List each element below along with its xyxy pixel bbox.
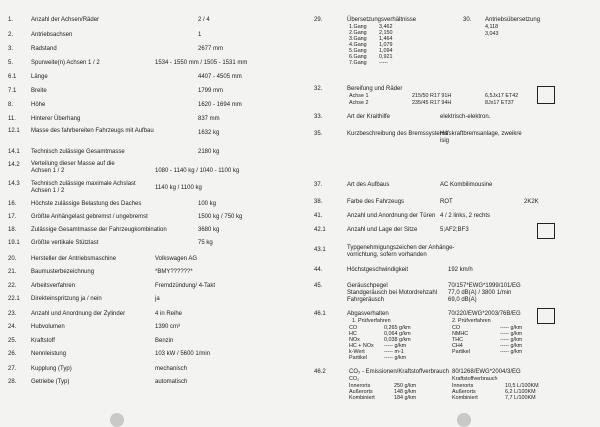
row-3-number: 3.	[8, 46, 14, 52]
gear-ratio: 3,462	[379, 24, 393, 30]
row-35-number: 35.	[314, 131, 323, 137]
row-5-number: 5.	[8, 60, 14, 66]
emission-value: ----- g/km	[384, 343, 407, 349]
row-29-label: Übersetzungsverhältnisse	[347, 17, 417, 23]
emission-value: ----- g/km	[500, 331, 523, 337]
fuel-row-value: 10,5 L/100KM	[505, 383, 539, 389]
row-14-3-label: Technisch zulässige maximale Achslast	[31, 181, 136, 187]
row-17-label: Größte Anhängelast gebremst / ungebremst	[31, 214, 148, 220]
checkbox-emissions	[537, 308, 555, 324]
row-24-value: 1390 cm³	[155, 324, 181, 330]
axle-2-tyre: 235/45 R17 94H	[412, 100, 452, 106]
row-22-1-label: Direkteinspritzung ja / nein	[31, 296, 102, 302]
gear-name: 1.Gang	[349, 24, 367, 30]
fuel-row-name: Kombiniert	[452, 395, 478, 401]
gear-ratio: -----	[379, 60, 388, 66]
row-38-number: 38.	[314, 199, 323, 205]
emission-value: ----- g/km	[500, 349, 523, 355]
row-45-number: 45.	[314, 283, 323, 289]
row-42-1-value: 5;AF2;BF3	[440, 227, 469, 233]
row-45-driving-value: 69,0 dB(A)	[448, 297, 477, 303]
axle-2-name: Achse 2	[349, 100, 369, 106]
row-6-1-value: 4407 - 4505 mm	[198, 74, 242, 80]
fuel-row-name: Außerorts	[452, 389, 476, 395]
row-42-1-label: Anzahl und Lage der Sitze	[347, 227, 418, 233]
row-14-1-label: Technisch zulässige Gesamtmasse	[31, 149, 125, 155]
row-2-label: Antriebsachsen	[31, 32, 73, 38]
emission-value: ----- g/km	[384, 355, 407, 361]
row-12-1-label: Masse des fahrbereiten Fahrzeugs mit Aufbau	[31, 128, 154, 134]
row-7-1-number: 7.1	[8, 88, 17, 94]
emission-value: 0,064 g/km	[384, 331, 411, 337]
emission-name: NOx	[349, 337, 360, 343]
row-37-value: AC Kombilimousine	[440, 182, 493, 188]
row-5-value: 1534 - 1550 mm / 1505 - 1531 mm	[155, 60, 248, 66]
emission-value: ----- m-1	[384, 349, 404, 355]
row-7-1-label: Breite	[31, 88, 47, 94]
fuel-row-name: Innerorts	[452, 383, 474, 389]
row-44-number: 44.	[314, 267, 323, 273]
row-14-2-number: 14.2	[8, 162, 20, 168]
fuel-row-value: 7,7 L/100KM	[505, 395, 536, 401]
row-25-label: Kraftstoff	[31, 338, 55, 344]
row-3-value: 2677 mm	[198, 46, 224, 52]
row-18-label: Zulässige Gesamtmasse der Fahrzeugkombination	[31, 227, 167, 233]
row-30-value-1: 4,118	[485, 24, 499, 30]
row-20-label: Hersteller der Antriebsmaschine	[31, 256, 117, 262]
co2-row-value: 184 g/km	[394, 395, 417, 401]
row-23-value: 4 in Reihe	[155, 311, 183, 317]
row-21-number: 21.	[8, 269, 17, 275]
row-43-1-number: 43.1	[314, 247, 326, 253]
row-28-label: Getriebe (Typ)	[31, 379, 70, 385]
row-27-label: Kupplung (Typ)	[31, 366, 72, 372]
row-7-1-value: 1799 mm	[198, 88, 224, 94]
co2-row-name: Außerorts	[349, 389, 373, 395]
row-8-value: 1620 - 1694 mm	[198, 102, 242, 108]
axle-1-name: Achse 1	[349, 93, 369, 99]
emission-name: THC	[452, 337, 464, 343]
row-35-label: Kurzbeschreibung des Bremssystems	[347, 131, 448, 137]
punch-hole-mark	[457, 413, 471, 427]
row-33-value: elektrisch-elektron.	[440, 114, 491, 120]
row-38-value: ROT	[440, 199, 453, 205]
row-28-value: automatisch	[155, 379, 188, 385]
row-8-label: Höhe	[31, 102, 46, 108]
row-18-value: 3680 kg	[198, 227, 220, 233]
row-11-number: 11.	[8, 116, 16, 122]
row-11-label: Hinterer Überhang	[31, 116, 81, 122]
row-30-number: 30.	[463, 17, 472, 23]
gear-name: 4.Gang	[349, 42, 367, 48]
row-30-value-2: 3,043	[485, 31, 499, 37]
row-14-3-value: 1140 kg / 1100 kg	[155, 185, 202, 191]
row-16-value: 100 kg	[198, 201, 217, 207]
row-35-value: Hilfskraftbremsanlage, zweikre	[440, 131, 522, 137]
row-14-3-number: 14.3	[8, 181, 20, 187]
emission-name: HC	[349, 331, 357, 337]
row-46-1-regulation: 70/220/EWG*2003/76B/EG	[448, 311, 521, 317]
row-14-1-value: 2180 kg	[198, 149, 220, 155]
emission-value: 0,265 g/km	[384, 325, 411, 331]
row-45-label-driving: Fahrgeräusch	[347, 297, 385, 303]
row-1-label: Anzahl der Achsen/Räder	[31, 17, 100, 23]
row-38-label: Farbe des Fahrzeugs	[347, 199, 405, 205]
emission-name: CO	[349, 325, 358, 331]
row-11-value: 837 mm	[198, 116, 220, 122]
co2-row-value: 148 g/km	[394, 389, 417, 395]
row-44-label: Höchstgeschwindigkeit	[347, 267, 409, 273]
row-32-label: Bereifung und Räder	[347, 86, 403, 92]
row-45-label-standing: Standgeräusch bei Motordrehzahl	[347, 290, 438, 296]
row-19-1-label: Größte vertikale Stützlast	[31, 240, 99, 246]
axle-1-tyre: 215/50 R17 91H	[412, 93, 452, 99]
row-46-2-number: 46.2	[314, 369, 326, 375]
co2-row-name: Kombiniert	[349, 395, 375, 401]
row-14-3-sublabel: Achsen 1 / 2	[31, 188, 65, 194]
fuel-consumption-label: Kraftstoffverbrauch	[452, 376, 498, 382]
emission-name: HC + NOx	[349, 343, 374, 349]
row-30-label: Antriebsübersetzung	[485, 17, 541, 23]
gear-name: 3.Gang	[349, 36, 367, 42]
row-19-1-number: 19.1	[8, 240, 20, 246]
emission-value: ----- g/km	[500, 343, 523, 349]
row-16-number: 16.	[8, 201, 17, 207]
row-21-value: *BMY??????*	[155, 269, 193, 275]
row-19-1-value: 75 kg	[198, 240, 213, 246]
row-14-2-value: 1080 - 1140 kg / 1040 - 1100 kg	[155, 168, 240, 174]
row-23-label: Anzahl und Anordnung der Zylinder	[31, 311, 126, 317]
row-27-value: mechanisch	[155, 366, 188, 372]
emission-value: ----- g/km	[500, 337, 523, 343]
gear-ratio: 1,094	[379, 48, 393, 54]
gear-ratio: 2,150	[379, 30, 393, 36]
row-24-number: 24.	[8, 324, 17, 330]
row-16-label: Höchste zulässige Belastung des Daches	[31, 201, 142, 207]
fuel-row-value: 6,2 L/100KM	[505, 389, 536, 395]
row-46-2-regulation: 80/1268/EWG*2004/3/EG	[452, 369, 521, 375]
axle-1-rim: 6,5Jx17 ET42	[485, 93, 519, 99]
row-29-number: 29.	[314, 17, 323, 23]
row-24-label: Hubvolumen	[31, 324, 65, 330]
row-17-value: 1500 kg / 750 kg	[198, 214, 243, 220]
emission-value: ----- g/km	[500, 325, 523, 331]
row-25-value: Benzin	[155, 338, 174, 344]
row-3-label: Radstand	[31, 46, 57, 52]
row-6-1-label: Länge	[31, 74, 48, 80]
row-14-2-label: Verteilung dieser Masse auf die	[31, 161, 115, 167]
row-25-number: 25.	[8, 338, 17, 344]
row-32-number: 32.	[314, 86, 323, 92]
gear-ratio: 1,464	[379, 36, 393, 42]
row-12-1-value: 1632 kg	[198, 130, 220, 136]
row-14-2-sublabel: Achsen 1 / 2	[31, 168, 65, 174]
row-43-1-label-cont: vorrichtung, sofern vorhanden	[347, 252, 427, 258]
emission-name: k-Wert	[349, 349, 365, 355]
emission-name: Partikel	[349, 355, 367, 361]
row-44-value: 192 km/h	[448, 267, 473, 273]
emission-name: NMHC	[452, 331, 469, 337]
row-21-label: Baumusterbezeichnung	[31, 269, 95, 275]
row-6-1-number: 6.1	[8, 74, 17, 80]
row-22-value: Fremdzündung/ 4-Takt	[155, 283, 216, 289]
row-41-label: Anzahl und Anordnung der Türen	[347, 213, 436, 219]
punch-hole-mark	[110, 413, 124, 427]
page-gutter	[296, 0, 304, 421]
row-1-value: 2 / 4	[198, 17, 210, 23]
test-method-1: 1. Prüfverfahren	[352, 318, 391, 324]
row-1-number: 1.	[8, 17, 14, 23]
row-33-label: Art der Kraithilfe	[347, 114, 391, 120]
row-26-label: Nennleistung	[31, 351, 67, 357]
row-41-value: 4 / 2 links, 2 rechts	[440, 213, 491, 219]
gear-name: 5.Gang	[349, 48, 367, 54]
row-33-number: 33.	[314, 114, 323, 120]
row-27-number: 27.	[8, 366, 17, 372]
emission-name: Partikel	[452, 349, 470, 355]
gear-ratio: 1,079	[379, 42, 393, 48]
row-46-1-number: 46.1	[314, 311, 326, 317]
row-22-1-value: ja	[155, 296, 160, 302]
row-2-number: 2.	[8, 32, 14, 38]
row-37-number: 37.	[314, 182, 323, 188]
checkbox-tyres	[537, 86, 555, 104]
emission-name: CO	[452, 325, 461, 331]
row-22-label: Arbeitsverfahren	[31, 283, 76, 289]
row-45-regulation: 70/157*EWG*1999/101/EG	[448, 283, 521, 289]
gear-name: 7.Gang	[349, 60, 367, 66]
checkbox-seats	[537, 223, 555, 239]
co2-row-name: Innerorts	[349, 383, 371, 389]
row-12-1-number: 12.1	[8, 128, 20, 134]
row-43-1-label: Typgenehmigungszeichen der Anhänge-	[347, 245, 455, 251]
row-17-number: 17.	[8, 214, 17, 220]
gear-ratio: 0,921	[379, 54, 393, 60]
row-46-1-label: Abgasverhalten	[347, 311, 389, 317]
row-5-label: Spurweite(n) Achsen 1 / 2	[31, 60, 100, 66]
row-14-1-number: 14.1	[8, 149, 20, 155]
row-20-number: 20.	[8, 256, 17, 262]
row-28-number: 28.	[8, 379, 17, 385]
test-method-2: 2. Prüfverfahren	[452, 318, 491, 324]
row-20-value: Volkswagen AG	[155, 256, 198, 262]
emission-value: 0,038 g/km	[384, 337, 411, 343]
row-35-value-cont: isig	[440, 138, 450, 144]
row-26-number: 26.	[8, 351, 17, 357]
row-37-label: Art des Aufbaus	[347, 182, 390, 188]
row-41-number: 41.	[314, 213, 323, 219]
row-2-value: 1	[198, 32, 202, 38]
gear-name: 2.Gang	[349, 30, 367, 36]
row-45-label: Geräuschpegel	[347, 283, 388, 289]
co2-row-value: 250 g/km	[394, 383, 417, 389]
row-42-1-number: 42.1	[314, 227, 326, 233]
row-26-value: 103 kW / 5600 1/min	[155, 351, 211, 357]
row-45-standing-value: 77,0 dB(A) / 3800 1/min	[448, 290, 512, 296]
row-38-code: 2K2K	[524, 199, 539, 205]
emission-name: CH4	[452, 343, 463, 349]
row-18-number: 18.	[8, 227, 17, 233]
row-46-2-label: CO₂ - Emissionen/Kraftstoffverbrauch	[349, 369, 449, 375]
row-23-number: 23.	[8, 311, 17, 317]
row-22-1-number: 22.1	[8, 296, 20, 302]
row-22-number: 22.	[8, 283, 17, 289]
axle-2-rim: 8Jx17 ET37	[485, 100, 514, 106]
co2-label: CO₂	[349, 376, 360, 382]
gear-name: 6.Gang	[349, 54, 367, 60]
row-8-number: 8.	[8, 102, 14, 108]
